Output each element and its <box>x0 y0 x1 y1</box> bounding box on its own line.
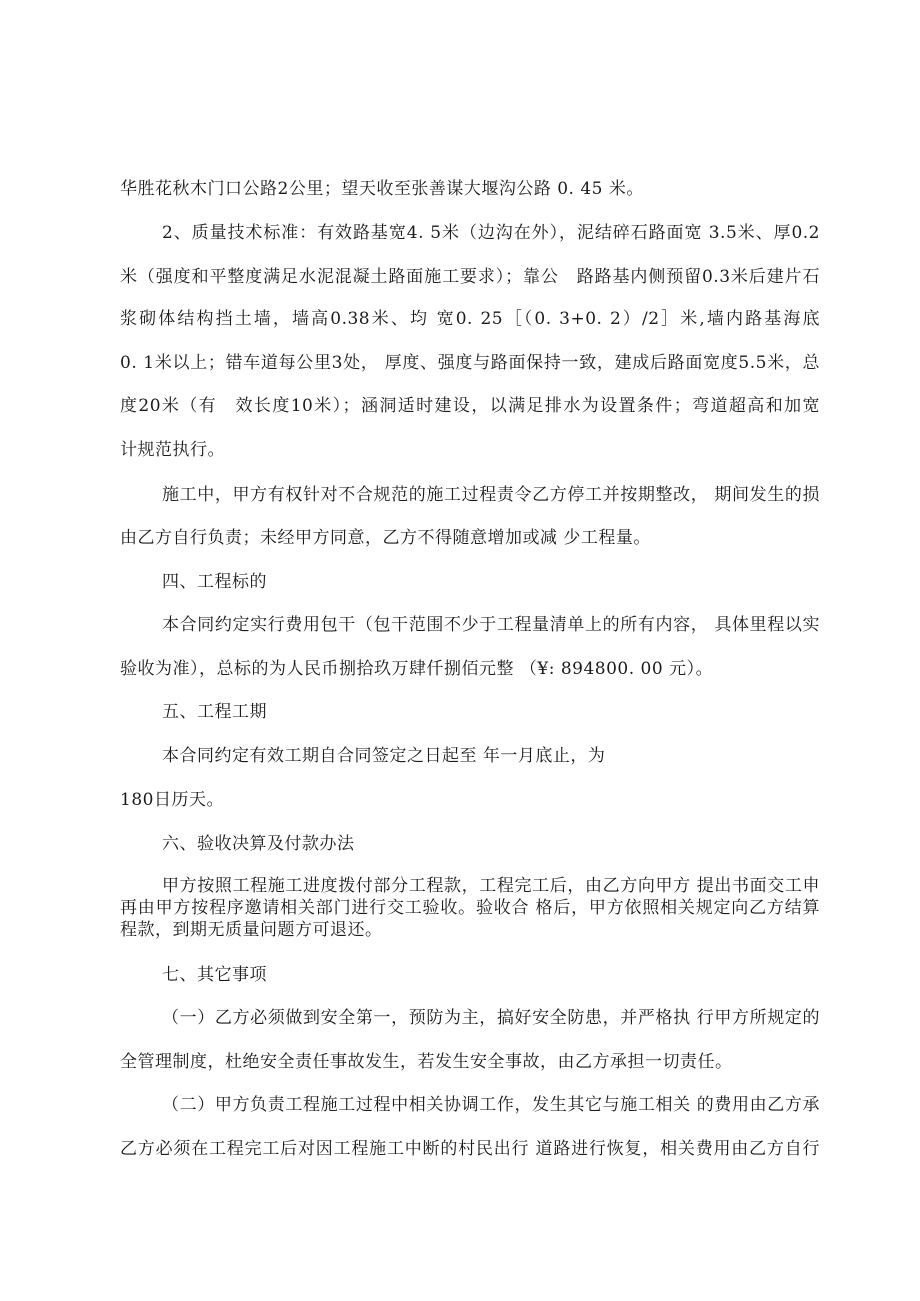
text-line: 再由甲方按程序邀请相关部门进行交工验收。验收合 格后，甲方依照相关规定向乙方结算 <box>120 898 820 917</box>
text-line: 浆砌体结构挡土墙，墙高0.38米、均 宽0. 25［（0. 3+0. 2）/2］米,墙内路基海底 <box>120 309 820 328</box>
text-line: 度20米（有 效长度10米）；涵洞适时建设，以满足排水为设置条件；弯道超高和加宽 <box>120 396 820 415</box>
text-line: 180日历天。 <box>120 790 224 810</box>
text-line: 本合同约定有效工期自合同签定之日起至 年一月底止，为 <box>162 746 606 766</box>
section-heading: 七、其它事项 <box>162 965 267 985</box>
text-line: 施工中，甲方有权针对不合规范的施工过程责令乙方停工并按期整改， 期间发生的损 <box>162 485 820 504</box>
text-line: 程款，到期无质量问题方可退还。 <box>120 920 383 940</box>
text-line: 全管理制度，杜绝安全责任事故发生，若发生安全事故，由乙方承担一切责任。 <box>120 1052 733 1072</box>
text-line: 计规范执行。 <box>120 440 225 460</box>
text-line: （二）甲方负责工程施工过程中相关协调工作，发生其它与施工相关 的费用由乙方承 <box>162 1095 820 1114</box>
text-line: 本合同约定实行费用包干（包干范围不少于工程量清单上的所有内容， 具体里程以实 <box>162 615 820 634</box>
text-line: 0. 1米以上；错车道每公里3处， 厚度、强度与路面保持一致，建成后路面宽度5.5米，总 <box>120 353 820 372</box>
text-line: 乙方必须在工程完工后对因工程施工中断的村民出行 道路进行恢复，相关费用由乙方自行 <box>120 1139 820 1158</box>
section-heading: 五、工程工期 <box>162 702 267 722</box>
text-line: 由乙方自行负责；未经甲方同意，乙方不得随意增加或减 少工程量。 <box>120 528 651 548</box>
text-line: 华胜花秋木门口公路2公里；望天收至张善谋大堰沟公路 0. 45 米。 <box>120 179 644 199</box>
text-line: 2、质量技术标准：有效路基宽4. 5米（边沟在外），泥结碎石路面宽 3.5米、厚0.2 <box>162 223 820 242</box>
section-heading: 四、工程标的 <box>162 572 267 592</box>
text-line: 米（强度和平整度满足水泥混凝土路面施工要求）；靠公 路路基内侧预留0.3米后建片石 <box>120 267 820 286</box>
text-line: 甲方按照工程施工进度拨付部分工程款，工程完工后，由乙方向甲方 提出书面交工申 <box>162 876 820 895</box>
text-line: 验收为准），总标的为人民币捌拾玖万肆仟捌佰元整 （¥: 894800. 00 元）。 <box>120 659 714 679</box>
text-line: （一）乙方必须做到安全第一，预防为主，搞好安全防患，并严格执 行甲方所规定的 <box>162 1008 820 1027</box>
section-heading: 六、验收决算及付款办法 <box>162 834 355 854</box>
